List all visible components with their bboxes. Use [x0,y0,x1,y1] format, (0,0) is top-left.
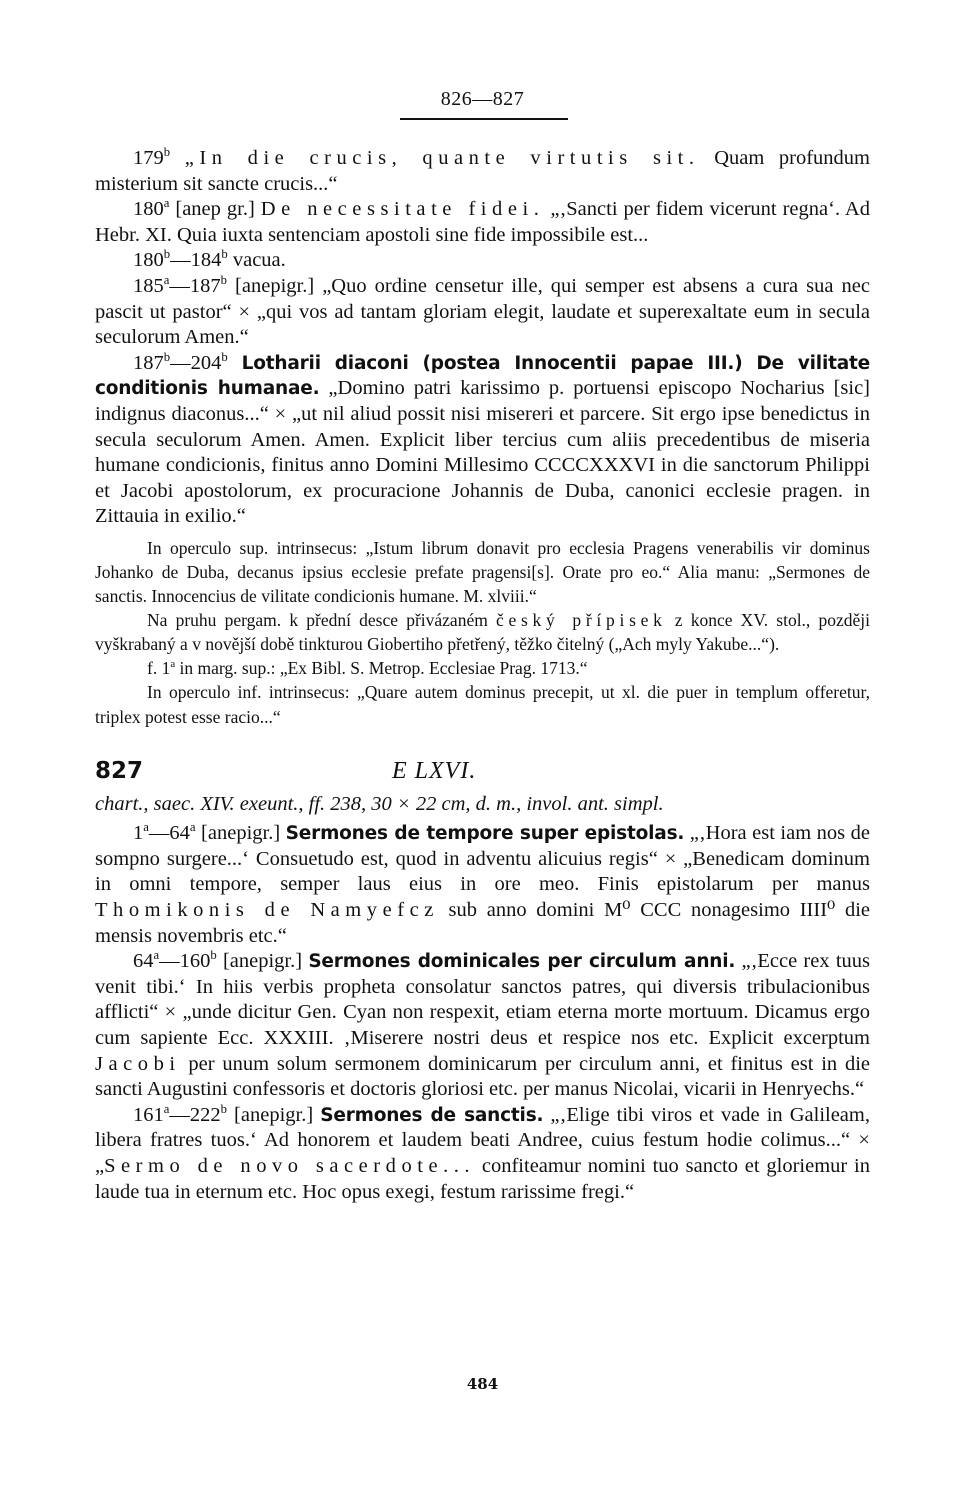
folio-dash: — [170,249,191,272]
folio-sup: b [221,247,228,262]
entry-number: 827 [95,757,144,784]
note-text: f. 1 [147,658,171,679]
entry-826-paragraph [95,351,870,530]
folio-sup: b [210,948,217,963]
paragraph-text: „‚Ecce rex tuus venit tibi.‘ In hiis verbis propheta consolatur sanctos patres, qui diversis tribulacionibus afflicti“ × „unde dicitur Gen. Cyan non respexit, etiam eterna morte mortuum. Dicamus ergo cum sapiente Ecc. XXXIII. ‚Miserere nostri deus et respice nos etc. Explicit excerptum [95,950,870,1049]
folio-sup: b [163,247,171,262]
page-content [95,146,870,1205]
entry-827-paragraph [95,1103,870,1205]
entry-826-paragraph [95,146,870,197]
paragraph-text: sub anno domini M⁰ CCC nonagesimo IIII⁰ die mensis novembris etc.“ [95,899,870,947]
page-number: 484 [466,1375,499,1393]
work-title: Sermones de tempore super epistolas. [285,823,685,845]
folio-sup: a [163,196,170,211]
work-title: Sermones de sanctis. [320,1104,544,1126]
entry-826-note [95,656,870,680]
folio-ref: 187 [133,351,164,374]
folio-ref: 180 [133,249,164,272]
folio-sup: a [153,948,160,963]
paragraph-text: „‚Hora est iam nos de sompno surgere...‘ Consuetudo est, quod in adventu alicuius regis“ × „Benedicam dominum in omni tempore, semper laus eius in ore meo. Finis epistolarum per manus [95,822,870,896]
spaced-text: Sermo de novo sacerdote... [104,1154,476,1177]
entry-827-description: chart., saec. XIV. exeunt., ff. 238, 30 × 22 cm, d. m., invol. ant. simpl. [95,792,664,815]
folio-sup: a [189,820,196,835]
folio-dash: — [159,950,180,973]
work-title: Sermones dominicales per circulum anni. [308,951,736,973]
folio-sup: b [163,145,171,160]
header-rule [400,118,568,120]
note-text: in marg. sup.: „Ex Bibl. S. Metrop. Ecclesiae Prag. 1713.“ [175,658,588,679]
folio-ref: 160 [179,950,211,973]
paragraph-text: confiteamur nomini tuo sancto et gloriemur in laude tua in eternum etc. Hoc opus exegi, festum rarissime fregi.“ [95,1154,870,1203]
folio-ref: 185 [133,274,164,297]
folio-ref: 179 [133,147,164,169]
paragraph-text: per unum solum sermonem dominicarum per circulum anni, et finitus est in die sancti Augustini confessoris et doctoris gloriosi etc. per manus Nicolai, vicarii in Henryechs.“ [95,1052,870,1101]
entry-826-note: In operculo sup. intrinsecus: „Istum librum donavit pro ecclesia Pragens venerabilis vir dominus Johanko de Duba, decanus ipsius ecclesie prefate pragensi[s]. Orate pro eo.“ Alia manu: „Sermones de sanctis. Innocencius de vilitate condicionis humane. M. xlviii.“ [95,537,870,607]
entry-826-paragraph [95,197,870,248]
folio-sup: b [220,1101,227,1116]
folio-sup: a [163,1101,170,1116]
running-header: 826—827 [440,88,525,110]
folio-dash: — [169,1103,190,1126]
paragraph-text: [anepigr.] [216,950,309,973]
paragraph-text: „‚Elige tibi viros et vade in Galileam, libera fratres tuos.‘ Ad honorem et laudem beati Andree, cuius festum hodie colimus...“ × „ [95,1103,870,1177]
folio-ref: 184 [190,249,222,272]
folio-sup: b [221,349,228,364]
folio-sup: a [143,820,149,835]
spaced-title: „In die crucis, quante virtutis sit. [184,147,700,169]
folio-dash: — [169,274,190,297]
folio-dash: — [170,351,191,374]
paragraph-text: vacua. [227,249,286,272]
paragraph-text: [anepigr.] [227,1103,321,1126]
folio-ref: 1 [133,822,144,845]
entry-826-note: In operculo inf. intrinsecus: „Quare autem dominus precepit, ut xl. die puer in templum offeretur, triplex potest esse racio...“ [95,682,870,727]
entry-826-paragraph [95,248,870,274]
folio-ref: 204 [190,351,222,374]
note-text: z konce XV. stol., později vyškrabaný a v novější době tinkturou Giobertiho přetřený, těžko čitelný („Ach myly Yakube...“). [95,610,870,655]
spaced-name: Jacobi [95,1052,181,1075]
paragraph-text: Quam profundum misterium sit sancte crucis...“ [95,147,871,195]
paragraph-text: [anepigr.] [195,822,286,845]
entry-827-paragraph [95,821,870,949]
folio-ref: 222 [189,1103,221,1126]
entry-826-note [95,608,870,656]
folio-ref: 180 [133,198,164,221]
spaced-text: český přípisek [496,610,667,631]
folio-ref: 64 [169,822,190,845]
shelf-signature: E LXVI. [392,757,477,784]
spaced-title: De necessitate fidei. [260,198,545,221]
note-text: Na pruhu pergam. k přední desce přivázaném [147,610,497,631]
folio-sup: b [163,349,171,364]
folio-ref: 187 [189,274,221,297]
paragraph-text: [anep gr.] [169,198,261,221]
paragraph-text: „Domino patri karissimo p. portuensi episcopo Nocharius [sic] indignus diaconus...“ × „ut nil aliud possit nisi misereri et parcere. Sit ergo ipse benedictus in secula seculorum Amen. Amen. Explicit liber tercius cum aliis precedentibus de miseria humane condicionis, finitus anno Domini Millesimo CCCCXXXVI in die sanctorum Philippi et Jacobi apostolorum, ex procuracione Johannis de Duba, canonici ecclesie pragen. in Zittauia in exilio.“ [95,377,870,528]
folio-dash: — [148,822,170,845]
paragraph-text: [anepigr.] „Quo ordine censetur ille, qui semper est absens a cura sua nec pascit ut pastor“ × „qui vos ad tantam gloriam elegit, laudate et superexaltate eum in secula seculorum Amen.“ [95,274,870,349]
spaced-name: Thomikonis de Namyefcz [95,899,439,922]
work-title: Lotharii diaconi (postea Innocentii papae III.) De vilitate conditionis humanae. [95,352,870,400]
folio-ref: 161 [133,1103,164,1126]
entry-827-paragraph [95,949,870,1103]
entry-827-heading [95,756,870,792]
folio-sup: a [170,658,176,671]
entry-826-paragraph [95,274,870,351]
folio-ref: 64 [133,950,154,973]
paragraph-text: „‚Sancti per fidem vicerunt regna‘. Ad Hebr. XI. Quia iuxta sentenciam apostoli sine fide impossibile est... [95,198,870,246]
folio-sup: a [163,273,170,288]
folio-sup: b [220,273,227,288]
